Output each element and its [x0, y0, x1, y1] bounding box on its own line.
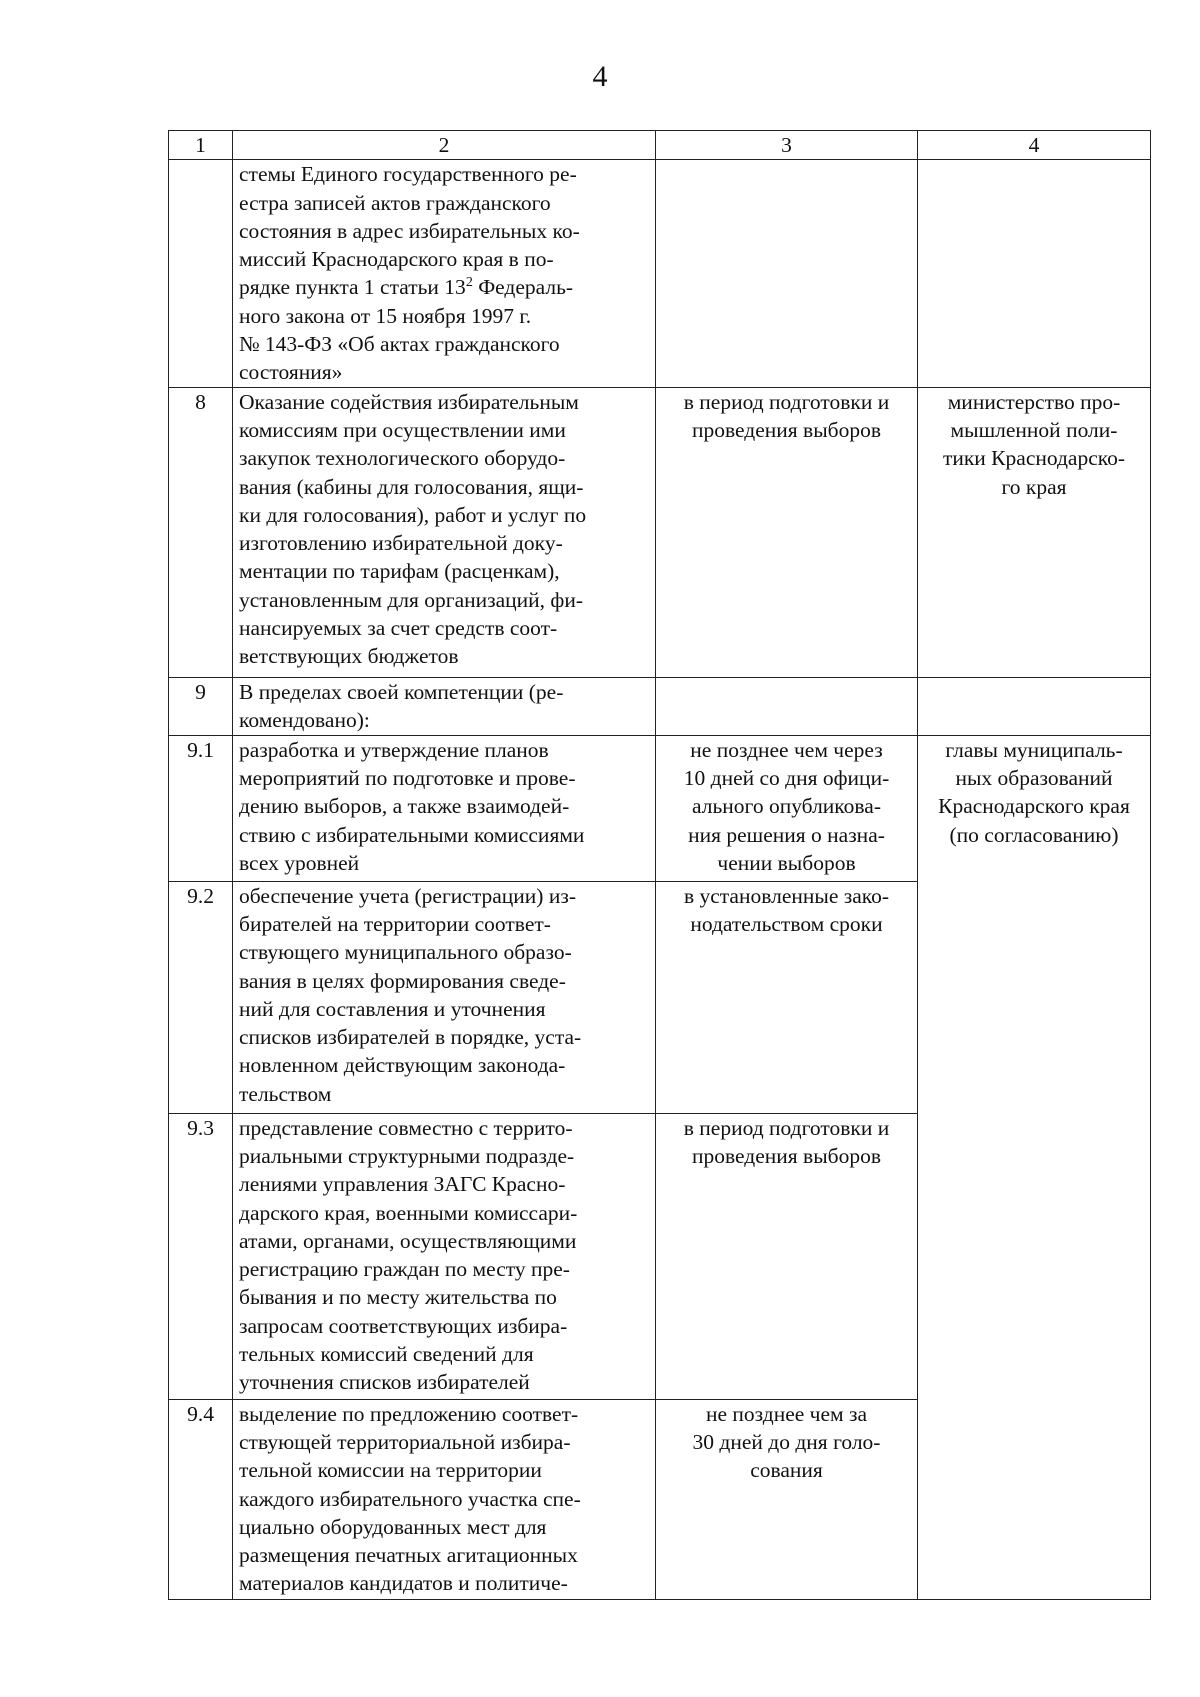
table-row-9 — [169, 677, 1151, 735]
text-line: обеспечение учета (регистрации) из- — [239, 883, 576, 908]
text-line: риальными структурными подразде- — [239, 1143, 575, 1168]
text-line: размещения печатных агитационных — [239, 1543, 578, 1568]
text-line: (по согласованию) — [949, 822, 1119, 847]
text-line: ного закона от 15 ноября 1997 г. — [239, 303, 532, 328]
row-term-cell — [656, 1113, 918, 1399]
row-num-cell — [169, 160, 233, 387]
text-line: Оказание содействия избирательным — [239, 389, 579, 414]
text-line: естра записей актов гражданского — [239, 190, 551, 215]
text-line: ния решения о назна- — [688, 822, 885, 847]
text-line: миссий Краснодарского края в по- — [239, 247, 554, 272]
header-col-3: 3 — [656, 131, 918, 160]
text-line: представление совместно с террито- — [239, 1115, 573, 1140]
text-line: 10 дней со дня офици- — [683, 765, 890, 790]
text-line: стемы Единого государственного ре- — [239, 162, 577, 187]
text-line: регистрацию граждан по месту пре- — [239, 1257, 570, 1282]
text-segment: рядке пункта 1 статьи 13 — [239, 275, 466, 300]
text-line: атами, органами, осуществляющими — [239, 1228, 577, 1253]
text-line: тельством — [239, 1081, 332, 1106]
text-line: ных образований — [955, 765, 1113, 790]
table-header-row — [169, 131, 1151, 160]
text-line: го края — [1001, 474, 1067, 499]
text-line: бывания и по месту жительства по — [239, 1285, 557, 1310]
row-description-cell — [233, 677, 656, 735]
text-line: новленном действующим законода- — [239, 1053, 566, 1078]
text-line: дарского края, военными комиссари- — [239, 1200, 578, 1225]
row-description-cell — [233, 735, 656, 881]
header-col-1: 1 — [169, 131, 233, 160]
row-term-cell — [656, 160, 918, 387]
text-line: вания в целях формирования сведе- — [239, 968, 566, 993]
text-line: проведения выборов — [692, 1143, 881, 1168]
row-responsible-cell-merged — [918, 735, 1151, 1599]
header-col-2: 2 — [233, 131, 656, 160]
text-line: ствию с избирательными комиссиями — [239, 822, 585, 847]
row-responsible-cell — [918, 387, 1151, 677]
superscript: 2 — [465, 275, 473, 291]
header-col-4: 4 — [918, 131, 1151, 160]
text-line: материалов кандидатов и политиче- — [239, 1571, 568, 1596]
page-number: 4 — [592, 60, 608, 93]
row-description-cell — [233, 881, 656, 1113]
measures-table — [168, 130, 1151, 1600]
row-num-cell: 9.4 — [169, 1399, 233, 1599]
text-line: в установленные зако- — [683, 883, 890, 908]
text-line: установленным для организаций, фи- — [239, 587, 584, 612]
text-line: чении выборов — [717, 850, 856, 875]
text-line: № 143-ФЗ «Об актах гражданского — [239, 332, 560, 357]
text-line: состояния» — [239, 360, 343, 385]
row-term-cell — [656, 387, 918, 677]
text-line: закупок технологического оборудо- — [239, 446, 566, 471]
text-line: В пределах своей компетенции (ре- — [239, 679, 564, 704]
text-line: комендовано): — [239, 707, 370, 732]
text-line: комиссиям при осуществлении ими — [239, 417, 566, 442]
text-line: изготовлению избирательной доку- — [239, 531, 563, 556]
row-responsible-cell — [918, 677, 1151, 735]
row-responsible-cell — [918, 160, 1151, 387]
row-num-cell: 9 — [169, 677, 233, 735]
row-term-cell — [656, 1399, 918, 1599]
text-line: тельных комиссий сведений для — [239, 1342, 534, 1367]
text-line: списков избирателей в порядке, уста- — [239, 1025, 582, 1050]
table-row-8 — [169, 387, 1151, 677]
text-segment: Федераль- — [472, 275, 574, 300]
text-line: тельной комиссии на территории — [239, 1458, 542, 1483]
text-line: мышленной поли- — [950, 417, 1118, 442]
text-line: тики Краснодарско- — [942, 446, 1126, 471]
text-line: министерство про- — [947, 389, 1121, 414]
row-description-cell — [233, 387, 656, 677]
text-line: выделение по предложению соответ- — [239, 1401, 579, 1426]
text-line — [239, 273, 649, 301]
row-num-cell: 9.2 — [169, 881, 233, 1113]
text-line: ментации по тарифам (расценкам), — [239, 559, 560, 584]
text-line: нодательством сроки — [690, 911, 883, 936]
text-line: всех уровней — [239, 850, 360, 875]
text-line: циально оборудованных мест для — [239, 1514, 547, 1539]
text-line: вания (кабины для голосования, ящи- — [239, 474, 584, 499]
text-line: ний для составления и уточнения — [239, 996, 546, 1021]
row-num-cell: 9.1 — [169, 735, 233, 881]
row-term-cell — [656, 677, 918, 735]
text-line: нансируемых за счет средств соот- — [239, 616, 558, 641]
text-line: сования — [750, 1458, 823, 1483]
text-line: состояния в адрес избирательных ко- — [239, 218, 580, 243]
table-row-continued — [169, 160, 1151, 387]
row-description-cell — [233, 1113, 656, 1399]
text-line: уточнения списков избирателей — [239, 1370, 530, 1395]
text-line: мероприятий по подготовке и прове- — [239, 765, 576, 790]
text-line: в период подготовки и — [683, 389, 890, 414]
row-term-cell — [656, 881, 918, 1113]
text-line: ствующей территориальной избира- — [239, 1429, 571, 1454]
text-line: бирателей на территории соответ- — [239, 911, 551, 936]
text-line: не позднее чем за — [705, 1401, 868, 1426]
text-line: ствующего муниципального образо- — [239, 940, 572, 965]
text-line: ального опубликова- — [692, 794, 881, 819]
text-line: главы муниципаль- — [945, 737, 1123, 762]
text-line: в период подготовки и — [683, 1115, 890, 1140]
text-line: лениями управления ЗАГС Красно- — [239, 1172, 566, 1197]
text-line: ки для голосования), работ и услуг по — [239, 502, 587, 527]
row-term-cell — [656, 735, 918, 881]
table-row-9-1 — [169, 735, 1151, 881]
row-description-cell — [233, 160, 656, 387]
row-num-cell: 9.3 — [169, 1113, 233, 1399]
text-line: Краснодарского края — [938, 794, 1130, 819]
text-line: 30 дней до дня голо- — [692, 1429, 881, 1454]
text-line: разработка и утверждение планов — [239, 737, 549, 762]
text-line: дению выборов, а также взаимодей- — [239, 794, 570, 819]
text-line: каждого избирательного участка спе- — [239, 1486, 581, 1511]
row-description-cell — [233, 1399, 656, 1599]
text-line: запросам соответствующих избира- — [239, 1313, 568, 1338]
text-line: проведения выборов — [692, 417, 881, 442]
row-num-cell: 8 — [169, 387, 233, 677]
text-line: ветствующих бюджетов — [239, 644, 459, 669]
text-line: не позднее чем через — [690, 737, 883, 762]
